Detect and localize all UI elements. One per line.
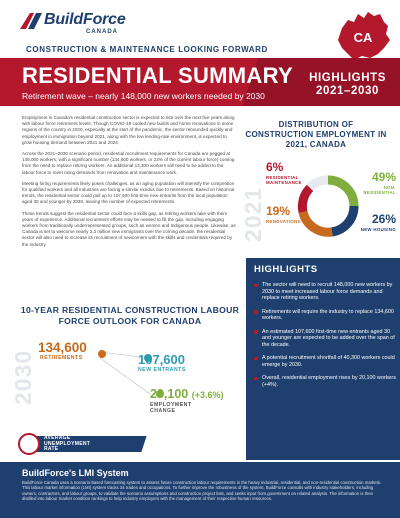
highlights-panel-title: HIGHLIGHTS <box>254 264 318 275</box>
highlights-years-badge <box>309 72 386 98</box>
intro-paragraph: Across the 2021–2030 scenario period, residential recruitment requirements for Canada are pegged at 148,000 workers, with a significant number (134,600 workers, or 23% of the current labour force) coming from the need to replace retiring workers. An additional 13,300 workers will need to be added to the labour force to meet rising demands from renovation and maintenance work. <box>22 151 235 175</box>
unemployment-rate <box>0 430 244 458</box>
page-title: RESIDENTIAL SUMMARY <box>22 63 293 88</box>
outlook-title: 10-YEAR RESIDENTIAL CONSTRUCTION LABOUR FORCE OUTLOOK FOR CANADA <box>20 305 240 326</box>
bullet-icon <box>254 377 258 381</box>
lmi-footer <box>0 462 400 518</box>
highlights-list <box>254 282 396 395</box>
bullet-icon <box>254 357 258 361</box>
non-residential-arc <box>328 180 354 206</box>
highlight-item: The sector will need to recruit 148,000 new workers by 2030 to meet increased labour force demands and replace retiring workers. <box>254 282 396 302</box>
highlight-item: An estimated 107,600 first-time new entrants aged 30 and younger are expected to be added over the span of the decade. <box>254 329 396 349</box>
bullet-icon <box>254 310 258 314</box>
map-badge-text: CA <box>353 30 373 45</box>
footer-title: BuildForce's LMI System <box>22 468 129 478</box>
unemployment-label: AVERAGE UNEMPLOYMENT RATE <box>44 435 91 453</box>
highlights-years: 2021–2030 <box>316 85 380 97</box>
highlights-label: HIGHLIGHTS <box>309 72 386 84</box>
tagline: CONSTRUCTION & MAINTENANCE LOOKING FORWARD <box>26 45 268 54</box>
logo-wordmark: BuildForce <box>44 11 126 28</box>
buildforce-logo[interactable] <box>20 9 170 39</box>
new-entrants-value: 107,600 <box>138 352 185 367</box>
stat-renovations: 19% RENOVATIONS <box>266 204 301 224</box>
title-banner <box>0 58 400 106</box>
unemployment-value: 7.6% <box>100 436 127 448</box>
highlights-panel <box>246 258 400 460</box>
bullet-icon <box>254 284 258 288</box>
highlight-item: Retirements will require the industry to replace 134,600 workers. <box>254 309 396 322</box>
intro-paragraph: Employment in Canada's residential construction sector is expected to rise over the next five years along with labour force retirement levels. Though COVID-19 cooled new builds and home renovations in some regions of the country in 2020, especially at the start of the pandemic, the sector rebounded quickly and employment in immigration beyond 2021, along with the low lending-rate environment, is expected to grow housing demand between 2021 and 2024. <box>22 115 235 145</box>
retirements-marker <box>98 350 106 358</box>
distribution-year-watermark: 2021 <box>240 186 266 242</box>
highlight-item: Overall, residential employment rises by 20,100 workers (+4%). <box>254 375 396 388</box>
intro-paragraph: These trends suggest the residential sector could face a skills gap, as retiring workers take with them years of experience. Additional recruitment efforts may be needed to fill the gap, including engaging workers from traditionally underrepresented groups, such as women and Indigenous people. Likewise, as Canada is set to welcome nearly 3.3 million new immigrants over the coming decade, the residential sector will also need to increase its recruitment of newcomers with the skills and credentials required by the industry. <box>22 210 236 247</box>
intro-text <box>22 115 236 253</box>
logo-mark-icon <box>20 11 42 29</box>
footer-text: BuildForce Canada uses a scenario-based forecasting system to assess future construction labour requirements in the heavy industrial, residential, and non-residential construction markets. This labour market information (LMI) system tracks 34 trades and occupations. To further improve the robustness of the system, BuildForce consults with industry stakeholders, including owners, contractors, and labour groups, to validate the scenario assumptions and construction project lists, and seeks input from government on related analysis. The information is then distilled into labour market condition rankings to help industry employers with the management of their respective human resources. <box>22 480 382 502</box>
retirements-value: 134,600 <box>38 340 87 355</box>
bullet-icon <box>254 330 258 334</box>
maintenance-arc <box>302 188 310 212</box>
stat-maintenance: 6% RESIDENTIAL MAINTENANCE <box>266 160 302 185</box>
new-entrants-label: NEW ENTRANTS <box>138 367 186 373</box>
highlight-item: A potential recruitment shortfall of 40,300 workers could emerge by 2030. <box>254 355 396 368</box>
employment-change-label: EMPLOYMENT CHANGE <box>150 402 192 414</box>
employment-change-pct: (+3.6%) <box>191 390 224 400</box>
retirements-label: RETIREMENTS <box>40 355 83 361</box>
logo-subtext: CANADA <box>86 29 118 35</box>
intro-paragraph: Meeting hiring requirements likely poses challenges, as an aging population will intensify the competition for qualified workers and all industries are facing a similar exodus due to retirements. Based on historical trends, the residential sector could pull up to 107,600 first-time new entrants from the local population aged 30 and younger by 2030, leaving the number of expected retirements. <box>22 180 235 205</box>
worker-icon <box>18 433 40 455</box>
renovations-arc <box>303 212 332 232</box>
page-subtitle: Retirement wave – nearly 148,000 new workers needed by 2030 <box>22 91 265 101</box>
outlook-year-watermark: 2030 <box>10 349 36 405</box>
new-housing-arc <box>332 206 354 232</box>
stat-new-housing: 26% NEW HOUSING <box>360 212 396 232</box>
stat-non-residential: 49% NON-RESIDENTIAL <box>363 170 396 195</box>
employment-change-value: 20,100 (+3.6%) <box>150 387 224 401</box>
distribution-title: DISTRIBUTION OF CONSTRUCTION EMPLOYMENT IN 2021, CANADA <box>245 120 387 149</box>
